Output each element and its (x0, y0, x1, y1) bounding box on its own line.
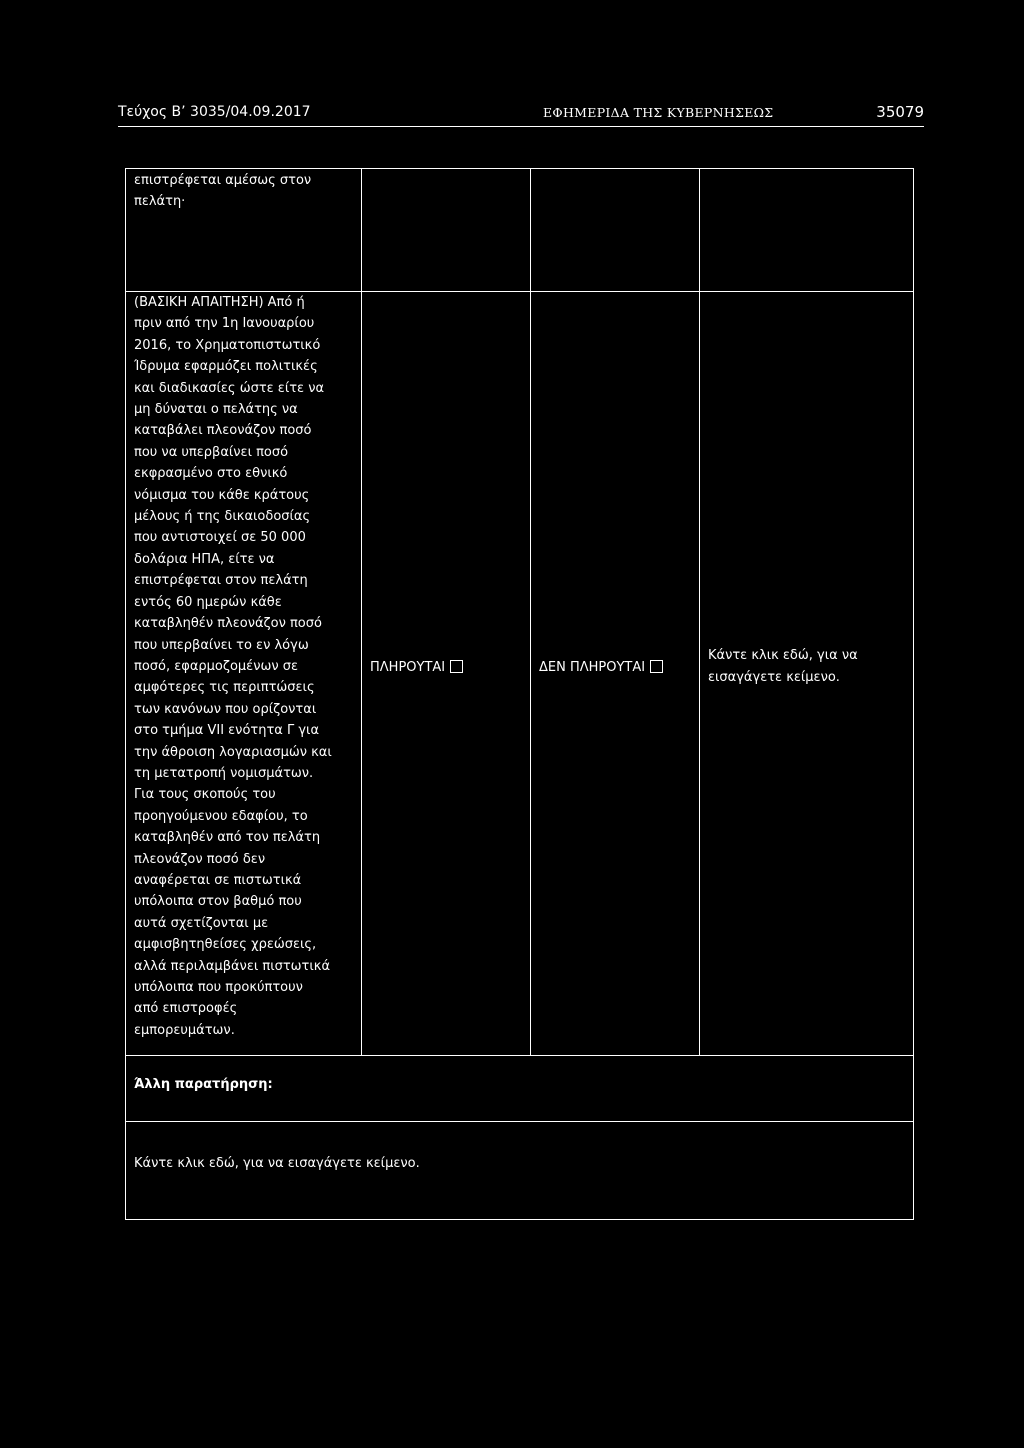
row-divider (125, 1121, 914, 1122)
requirement-line: εκφρασμένο στο εθνικό (134, 466, 288, 482)
fulfilled-label: ΠΛΗΡΟΥΤΑΙ (370, 660, 446, 675)
requirement-line: 2016, το Χρηματοπιστωτικό (134, 337, 321, 353)
requirement-line: ποσό, εφαρμοζομένων σε (134, 658, 299, 674)
requirement-line: προηγούμενου εδαφίου, το (134, 808, 308, 824)
requirement-line: την άθροιση λογαριασμών και (134, 744, 332, 760)
requirement-line: (ΒΑΣΙΚΗ ΑΠΑΙΤΗΣΗ) Από ή (134, 295, 305, 310)
column-divider (699, 168, 700, 1056)
gazette-title: ΕΦΗΜΕΡΙΔΑ ΤΗΣ ΚΥΒΕΡΝΗΣΕΩΣ (543, 105, 774, 120)
requirement-line: στο τμήμα VII ενότητα Γ για (134, 723, 320, 739)
fulfilled-checkbox[interactable] (450, 660, 463, 673)
requirement-line: επιστρέφεται στον πελάτη (134, 573, 308, 589)
requirement-line: εντός 60 ημερών κάθε (134, 594, 282, 610)
comment-placeholder-line1: Κάντε κλικ εδώ, για να (708, 648, 858, 663)
fulfilled-option[interactable] (370, 660, 463, 676)
other-remark-label: Άλλη παρατήρηση: (134, 1077, 273, 1092)
requirement-line: από επιστροφές (134, 1001, 238, 1017)
requirement-line: και διαδικασίες ώστε είτε να (134, 380, 325, 396)
basic-requirement-text (134, 292, 359, 1041)
requirement-line: υπόλοιπα στον βαθμό που (134, 894, 302, 910)
requirement-line: καταβληθέν από τον πελάτη (134, 830, 321, 846)
requirement-line: τη μετατροπή νομισμάτων. (134, 765, 314, 781)
requirement-line: αναφέρεται σε πιστωτικά (134, 872, 302, 888)
page-number: 35079 (876, 103, 924, 121)
requirement-line: μέλους ή της δικαιοδοσίας (134, 509, 311, 525)
requirement-line: υπόλοιπα που προκύπτουν (134, 980, 303, 995)
page-header (118, 100, 924, 127)
requirement-line: αμφισβητηθείσες χρεώσεις, (134, 937, 317, 953)
comment-field[interactable] (708, 645, 908, 689)
requirement-line: που υπερβαίνει το εν λόγω (134, 637, 309, 653)
requirement-line: αλλά περιλαμβάνει πιστωτικά (134, 958, 331, 974)
not-fulfilled-label: ΔΕΝ ΠΛΗΡΟΥΤΑΙ (539, 660, 646, 675)
requirement-line: Για τους σκοπούς του (134, 787, 276, 803)
requirement-line: των κανόνων που ορίζονται (134, 701, 317, 717)
requirement-line: καταβληθέν πλεονάζον ποσό (134, 616, 322, 632)
issue-info: Τεύχος Β’ 3035/04.09.2017 (118, 104, 311, 120)
requirement-line: μη δύναται ο πελάτης να (134, 402, 298, 418)
not-fulfilled-checkbox[interactable] (650, 660, 663, 673)
other-remark-field[interactable]: Κάντε κλικ εδώ, για να εισαγάγετε κείμενο. (134, 1156, 420, 1171)
row-divider (125, 1055, 914, 1056)
requirement-line: που να υπερβαίνει ποσό (134, 444, 289, 460)
requirement-line: εμπορευμάτων. (134, 1022, 235, 1038)
requirement-line: δολάρια ΗΠΑ, είτε να (134, 551, 275, 567)
comment-placeholder-line2: εισαγάγετε κείμενο. (708, 670, 840, 685)
requirement-line: καταβάλει πλεονάζον ποσό (134, 423, 312, 439)
requirement-continuation-text: επιστρέφεται αμέσως στον πελάτη· (134, 173, 312, 210)
not-fulfilled-option[interactable] (539, 660, 663, 676)
requirement-line: αμφότερες τις περιπτώσεις (134, 680, 315, 696)
requirement-line: Ίδρυμα εφαρμόζει πολιτικές (134, 359, 318, 375)
requirement-line: νόμισμα του κάθε κράτους (134, 487, 310, 503)
requirement-line: που αντιστοιχεί σε 50 000 (134, 530, 306, 546)
column-divider (361, 168, 362, 1056)
requirement-line: πριν από την 1η Ιανουαρίου (134, 316, 315, 332)
column-divider (530, 168, 531, 1056)
requirement-line: αυτά σχετίζονται με (134, 915, 269, 931)
requirement-line: πλεονάζον ποσό δεν (134, 851, 266, 867)
